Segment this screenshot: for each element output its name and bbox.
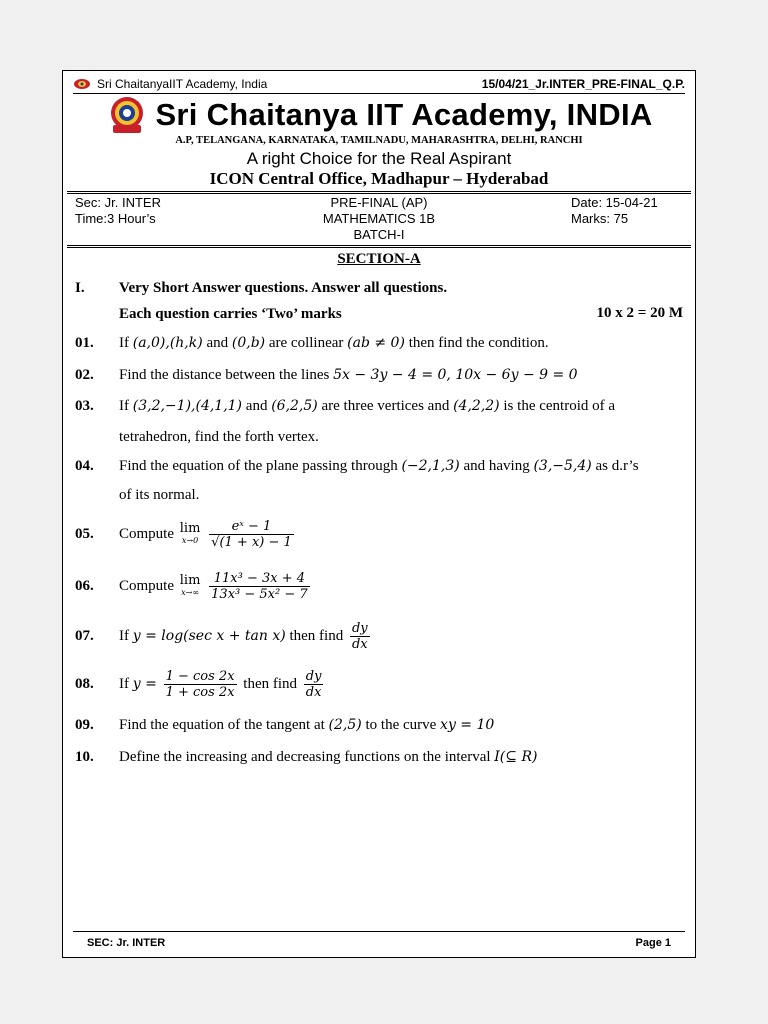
page-footer (73, 931, 685, 949)
brand-header (63, 95, 695, 135)
question-number: 09. (75, 717, 94, 733)
question-item (75, 669, 683, 709)
question-item (75, 519, 683, 559)
question-number: 10. (75, 749, 94, 765)
question-text: If y = $\frac{1 - \cos 2x}{1 + \cos 2x}$ then find $\frac{dy}{dx}$ (119, 669, 322, 700)
section-roman: I. (75, 280, 85, 296)
question-number: 05. (75, 526, 94, 542)
question-item (75, 571, 683, 611)
academy-logo-icon (73, 78, 91, 90)
meta-subject: MATHEMATICS 1B (322, 211, 436, 226)
meta-time: Time:3 Hour’s (75, 211, 156, 226)
page-number: Page 1 (635, 937, 671, 949)
meta-marks: Marks: 75 (571, 211, 629, 226)
meta-batch: BATCH-I (353, 227, 405, 242)
exam-meta (75, 195, 683, 245)
meta-sec: Sec: Jr. INTER (75, 195, 161, 210)
question-text: Find the equation of the plane passing through (−2,1,3) and having (3,−5,4) as d.r’s (119, 458, 639, 474)
question-number: 04. (75, 458, 94, 474)
question-number: 03. (75, 398, 94, 414)
section-total-marks: 10 x 2 = 20 M (596, 305, 683, 321)
small-brand-text: Sri ChaitanyaIIT Academy, India (97, 77, 268, 91)
question-paper-page: Sri ChaitanyaIIT Academy, India 15/04/21_Jr.INTER_PRE-FINAL_Q.P. Sri Chaitanya IIT Academy, INDIA A.P, TELANGANA, KARNATAKA, TAMILNADU, MAHARASHTRA, DELHI, RANCHI A right Choice for the Real Aspirant ICON Central Office, Madhapur – Hyderabad Sec: Jr. INTER Time:3 Hour’s PRE-FINAL (AP) MATHEMATICS 1B BATCH-I Date: 15-04-21 Marks: 75 SECTION-A I. Very Short Answer questions. Answer all questions. Each question carries ‘Two’ marks 10 x 2 = 20 M 01. If (a,0),(h,k) and (0,b) are collinear (ab ≠ 0) then find the condition. 02. Find the distance between the lines 5x − 3y − 4 = 0, 10x − 6y − 9 = 0 03. If (3,2,−1),(4,1,1) and (6,2,5) are three vertices and (4,2,2) is the centroid of a tetrahedron, find the forth vertex. 04. Find the equation of the plane passing through (−2,1,3) and having (3,−5,4) as d.r’s of its normal. 05. Compute lim x→0 $\frac{\text{eˣ − 1}}{√(1 + x) - 1}$ 06. Compute lim x→∞ $\frac{\text{11x³ − 3x + 4}}{\text{13x³ − 5x² − 7}}$ 07. If y = log(sec x + tan x) then find $\frac{dy}{dx}$ 08. If y = $\frac{1 - \cos 2x}{1 + \cos 2x}$ then find $\frac{dy}{dx}$ 09. Find the equation of the tangent at (2,5) to the curve xy = 10 10. Define the increasing and decreasing functions on the interval I(⊆ R) SEC: Jr. INTER Page 1 (62, 70, 696, 958)
top-header-bar (73, 75, 685, 94)
office-address: ICON Central Office, Madhapur – Hyderabad (209, 169, 549, 188)
question-text: If y = log(sec x + tan x) then find $\frac{dy}{dx}$ (119, 621, 368, 652)
instruction-2: Each question carries ‘Two’ marks (119, 306, 342, 322)
tagline: A right Choice for the Real Aspirant (246, 149, 512, 168)
instruction-1: Very Short Answer questions. Answer all questions. (119, 280, 448, 296)
question-text: Define the increasing and decreasing functions on the interval I(⊆ R) (119, 749, 538, 765)
question-text: Compute lim x→0 $\frac{\text{eˣ − 1}}{√(1 + x) - 1}$ (119, 519, 292, 550)
question-item (75, 621, 683, 661)
meta-exam: PRE-FINAL (AP) (330, 195, 428, 210)
question-text: Find the distance between the lines 5x − 3y − 4 = 0, 10x − 6y − 9 = 0 (119, 367, 578, 383)
question-number: 06. (75, 578, 94, 594)
academy-title: Sri Chaitanya IIT Academy, INDIA (155, 97, 653, 132)
question-number: 07. (75, 628, 94, 644)
question-text: If (3,2,−1),(4,1,1) and (6,2,5) are three vertices and (4,2,2) is the centroid of a (119, 398, 616, 414)
question-number: 02. (75, 367, 94, 383)
section-title: SECTION-A (337, 251, 421, 267)
question-text: Find the equation of the tangent at (2,5) to the curve xy = 10 (119, 717, 495, 733)
question-number: 01. (75, 335, 94, 351)
question-number: 08. (75, 676, 94, 692)
academy-logo-icon (105, 95, 149, 135)
paper-code: 15/04/21_Jr.INTER_PRE-FINAL_Q.P. (481, 77, 685, 91)
divider (67, 245, 691, 248)
meta-date: Date: 15-04-21 (571, 195, 658, 210)
question-text: If (a,0),(h,k) and (0,b) are collinear (ab ≠ 0) then find the condition. (119, 335, 549, 351)
states-list: A.P, TELANGANA, KARNATAKA, TAMILNADU, MAHARASHTRA, DELHI, RANCHI (175, 135, 583, 146)
footer-sec: SEC: Jr. INTER (87, 937, 166, 949)
question-text: Compute lim x→∞ $\frac{\text{11x³ − 3x + 4}}{\text{13x³ − 5x² − 7}}$ (119, 571, 308, 602)
divider (67, 191, 691, 194)
